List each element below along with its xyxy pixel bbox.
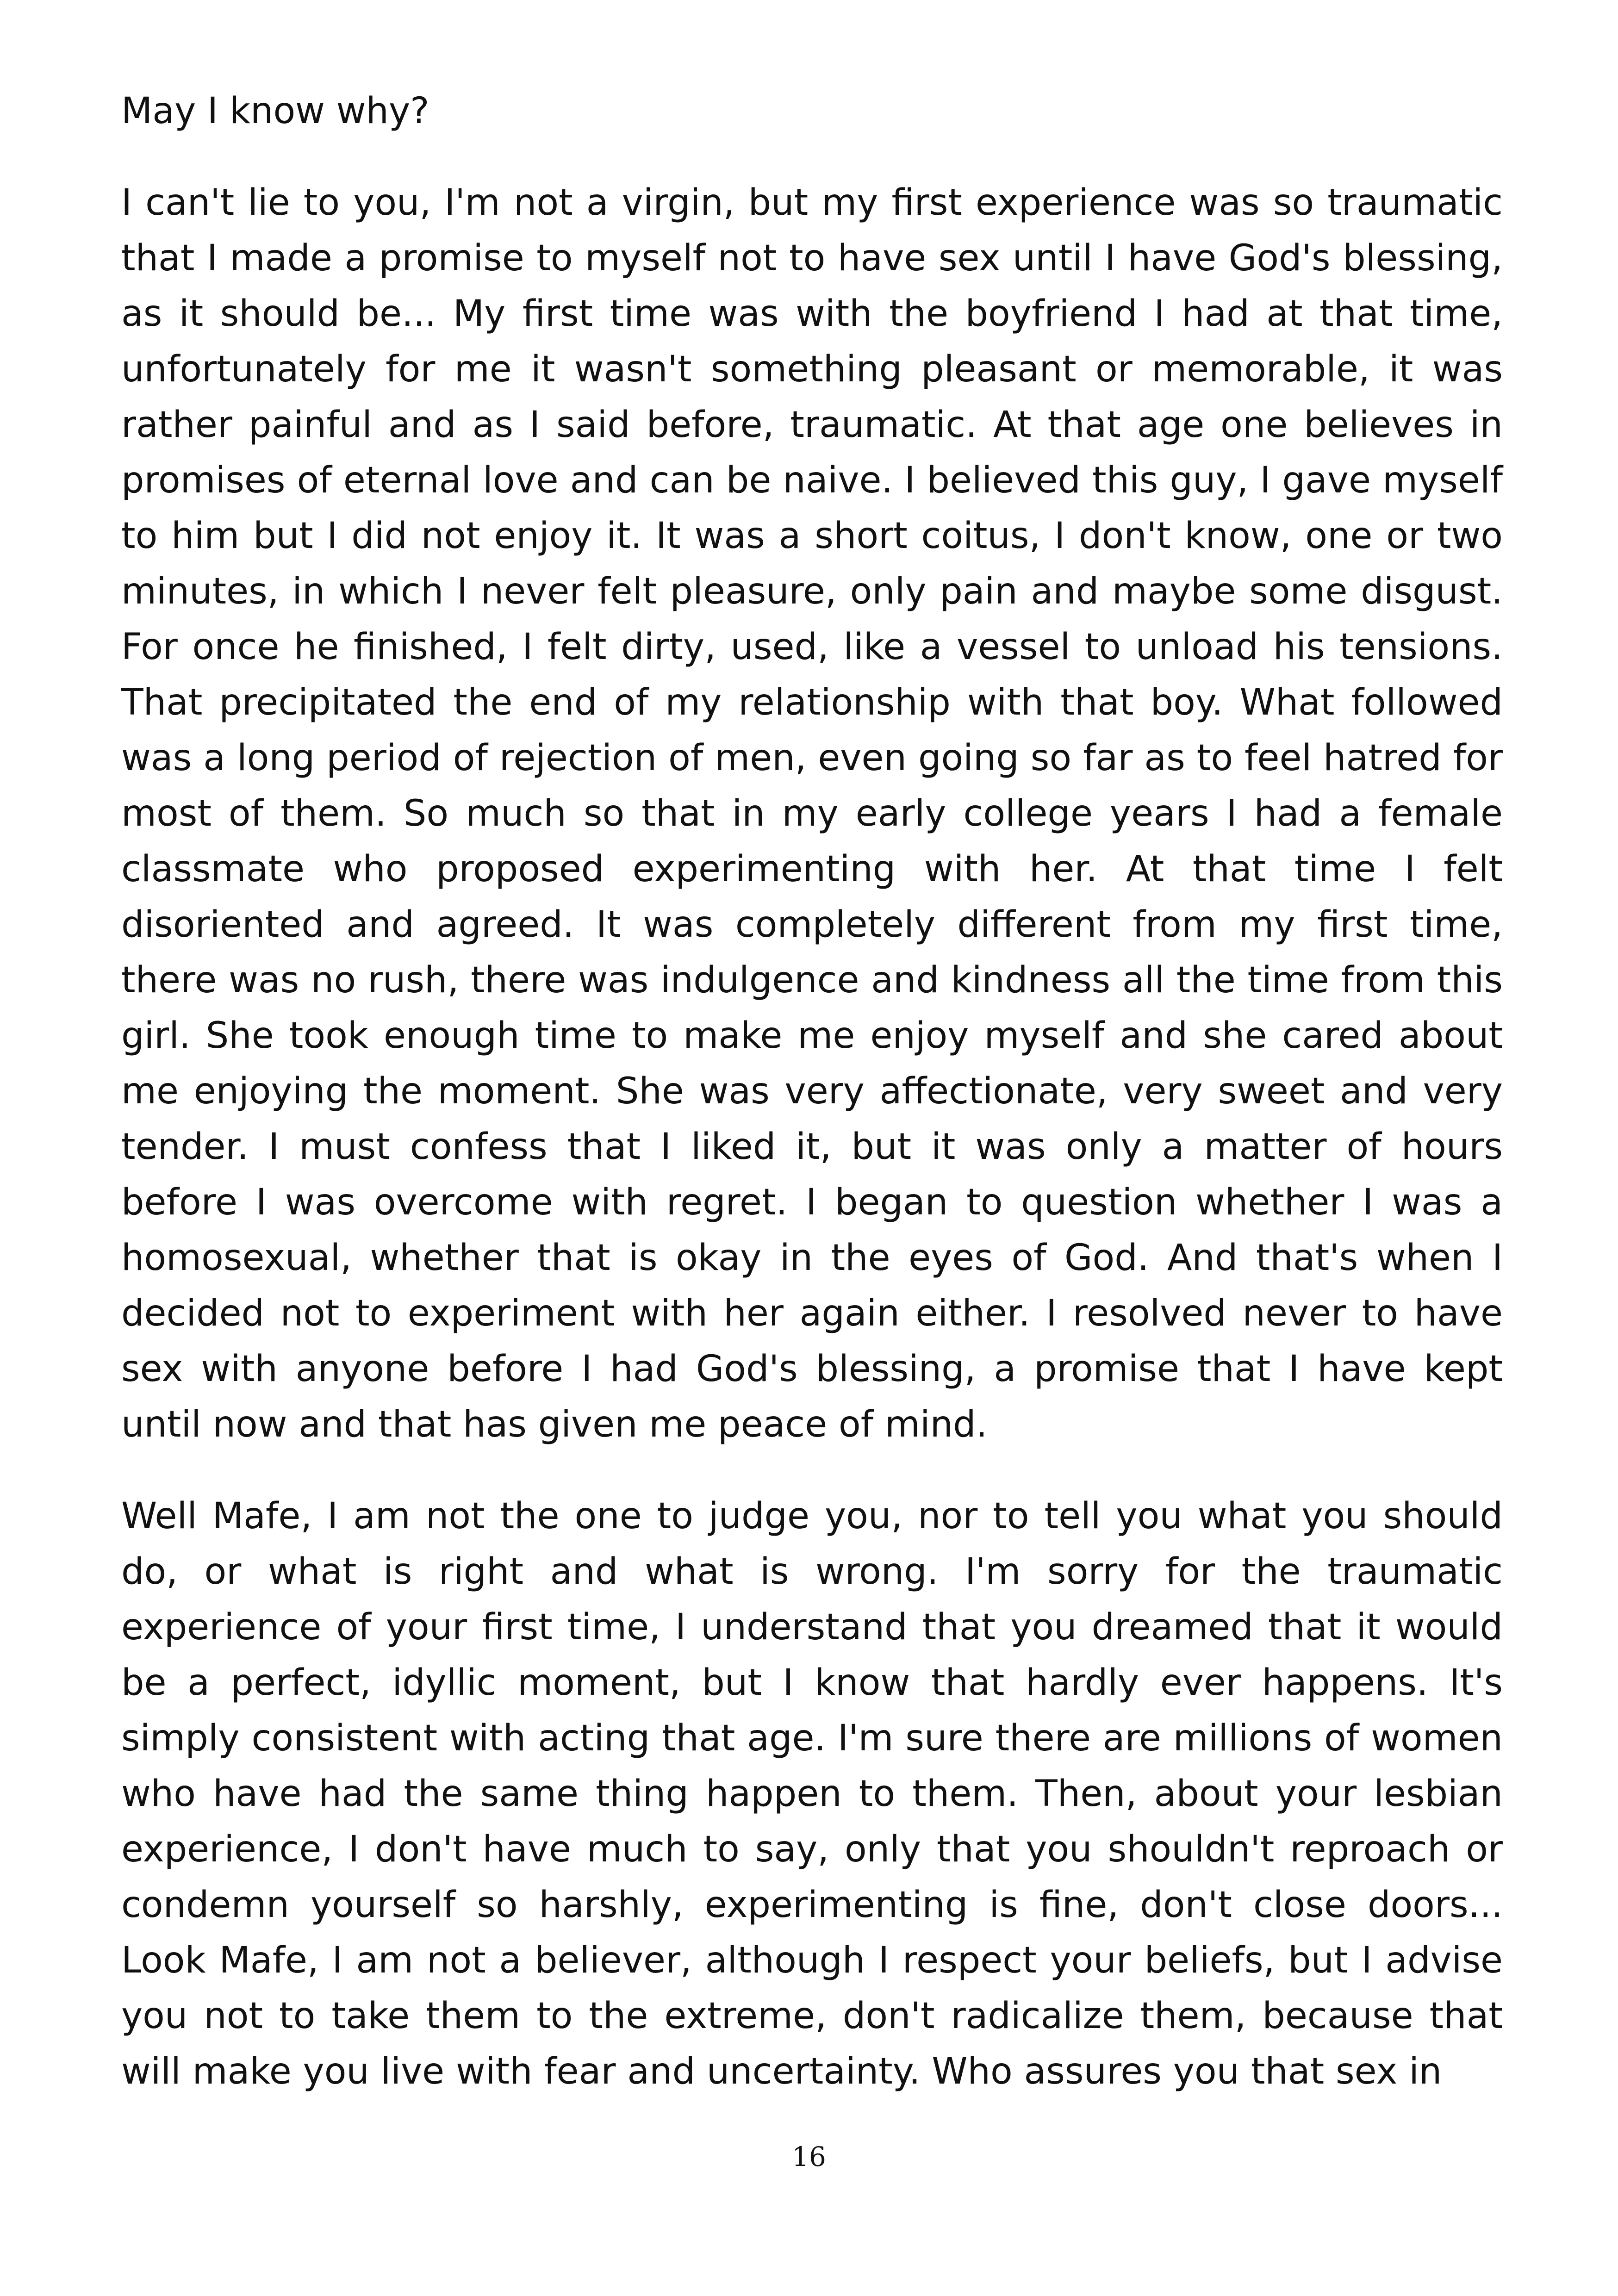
body-text <box>121 83 1503 2099</box>
paragraph-confession: I can't lie to you, I'm not a virgin, but my first experience was so traumatic that I made a promise to myself not to have sex until I have God's blessing, as it should be... My first time was with the boyfriend I had at that time, unfortunately for me it wasn't something pleasant or memorable, it was rather painful and as I said before, traumatic. At that age one believes in promises of eternal love and can be naive. I believed this guy, I gave myself to him but I did not enjoy it. It was a short coitus, I don't know, one or two minutes, in which I never felt pleasure, only pain and maybe some disgust. For once he finished, I felt dirty, used, like a vessel to unload his tensions. That precipitated the end of my relationship with that boy. What followed was a long period of rejection of men, even going so far as to feel hatred for most of them. So much so that in my early college years I had a female classmate who proposed experimenting with her. At that time I felt disoriented and agreed. It was completely different from my first time, there was no rush, there was indulgence and kindness all the time from this girl. She took enough time to make me enjoy myself and she cared about me enjoying the moment. She was very affectionate, very sweet and very tender. I must confess that I liked it, but it was only a matter of hours before I was overcome with regret. I began to question whether I was a homosexual, whether that is okay in the eyes of God. And that's when I decided not to experiment with her again either. I resolved never to have sex with anyone before I had God's blessing, a promise that I have kept until now and that has given me peace of mind. <box>121 182 1503 1445</box>
paragraph-reply: Well Mafe, I am not the one to judge you, nor to tell you what you should do, or what is right and what is wrong. I'm sorry for the traumatic experience of your first time, I understand that you dreamed that it would be a perfect, idyllic moment, but I know that hardly ever happens. It's simply consistent with acting that age. I'm sure there are millions of women who have had the same thing happen to them. Then, about your lesbian experience, I don't have much to say, only that you shouldn't reproach or condemn yourself so harshly, experimenting is fine, don't close doors... Look Mafe, I am not a believer, although I respect your beliefs, but I advise you not to take them to the extreme, don't radicalize them, because that will make you live with fear and uncertainty. Who assures you that sex in <box>121 1495 1503 2092</box>
paragraph-question: May I know why? <box>121 90 429 132</box>
page-number: 16 <box>792 2141 826 2172</box>
